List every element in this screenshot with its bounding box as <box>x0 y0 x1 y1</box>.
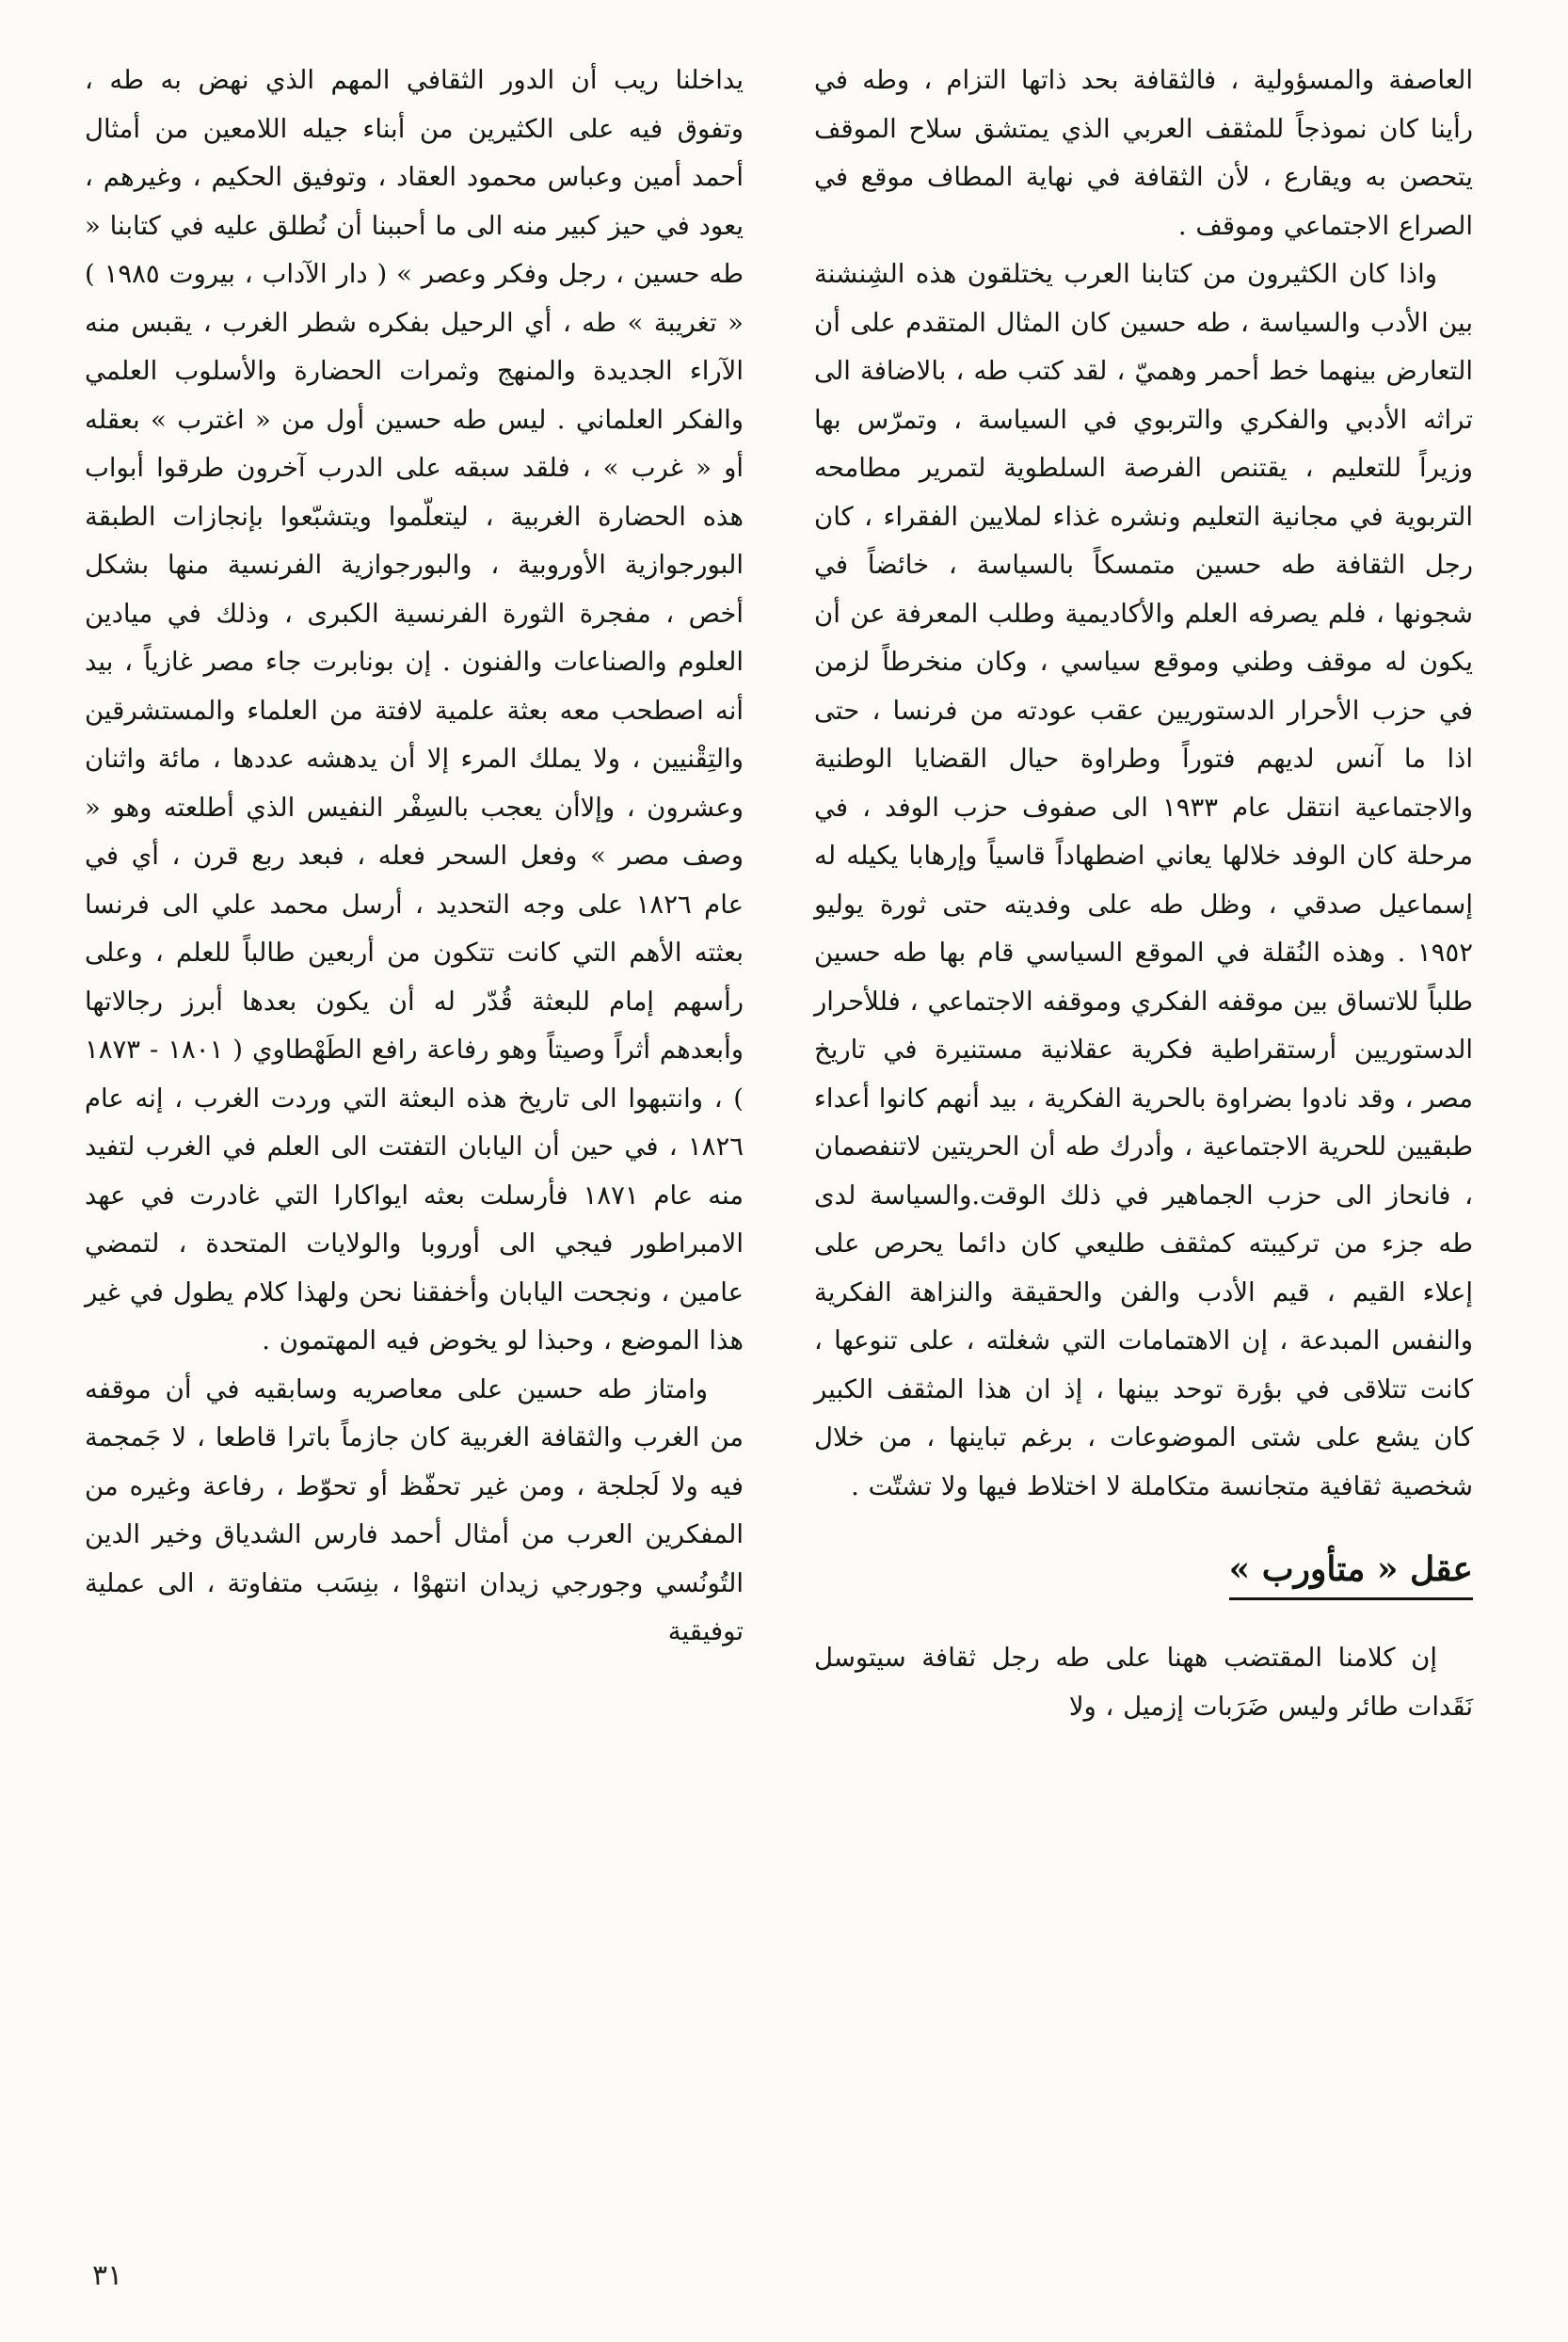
paragraph: إن كلامنا المقتضب ههنا على طه رجل ثقافة سيتوسل نَقَدات طائر وليس ضَرَبات إزميل ، ولا <box>814 1643 1473 1722</box>
paragraph: العاصفة والمسؤولية ، فالثقافة بحد ذاتها التزام ، وطه في رأينا كان نموذجاً للمثقف العربي الذي يمتشق سلاح الموقف يتحصن به ويقارع ، لأن الثقافة في نهاية المطاف موقع في الصراع الاجتماعي وموقف . <box>814 65 1473 241</box>
paragraph: يداخلنا ريب أن الدور الثقافي المهم الذي نهض به طه ، وتفوق فيه على الكثيرين من أبناء جيله اللامعين من أمثال أحمد أمين وعباس محمود العقاد ، وتوفيق الحكيم ، وغيرهم ، يعود في حيز كبير منه الى ما أحببنا أن نُطلق عليه في كتابنا « طه حسين ، رجل وفكر وعصر » ( دار الآداب ، بيروت ١٩٨٥ ) « تغريبة » طه ، أي الرحيل بفكره شطر الغرب ، يقبس منه الآراء الجديدة والمنهج وثمرات الحضارة والأسلوب العلمي والفكر العلماني . ليس طه حسين أول من « اغترب » بعقله أو « غرب » ، فلقد سبقه على الدرب آخرون طرقوا أبواب هذه الحضارة الغربية ، ليتعلّموا ويتشبّعوا بإنجازات الطبقة البورجوازية الأوروبية ، والبورجوازية الفرنسية منها بشكل أخص ، مفجرة الثورة الفرنسية الكبرى ، وذلك في ميادين العلوم والصناعات والفنون . إن بونابرت جاء مصر غازياً ، بيد أنه اصطحب معه بعثة علمية لافتة من العلماء والمستشرقين والتِقْنيين ، ولا يملك المرء إلا أن يدهشه عددها ، مائة واثنان وعشرون ، وإلاأن يعجب بالسِفْر النفيس الذي أطلعته وهو « وصف مصر » وفعل السحر فعله ، فبعد ربع قرن ، أي في عام ١٨٢٦ على وجه التحديد ، أرسل محمد علي الى فرنسا بعثته الأهم التي كانت تتكون من أربعين طالباً للعلم ، وعلى رأسهم إمام للبعثة قُدّر له أن يكون بعدها أبرز رجالاتها وأبعدهم أثراً وصيتاً وهو رفاعة رافع الطَهْطاوي ( ١٨٠١ - ١٨٧٣ ) ، وانتبهوا الى تاريخ هذه البعثة التي وردت الغرب ، إنه عام ١٨٢٦ ، في حين أن اليابان التفتت الى العلم في الغرب لتفيد منه عام ١٨٧١ فأرسلت بعثه ايواكارا التي غادرت في عهد الامبراطور فيجي الى أوروبا والولايات المتحدة ، لتمضي عامين ، ونجحت اليابان وأخفقنا نحن ولهذا كلام يطول في غير هذا الموضع ، وحبذا لو يخوض فيه المهتمون . <box>85 65 744 1355</box>
right-column <box>814 56 1473 1731</box>
page-number: ٣١ <box>92 2259 123 2292</box>
paragraph: واذا كان الكثيرون من كتابنا العرب يختلقون هذه الشِنشنة بين الأدب والسياسة ، طه حسين كان المثال المتقدم على أن التعارض بينهما خط أحمر وهميّ ، لقد كتب طه ، بالاضافة الى تراثه الأدبي والفكري والتربوي في السياسة ، وتمرّس بها وزيراً للتعليم ، يقتنص الفرصة السلطوية لتمرير مطامحه التربوية في مجانية التعليم ونشره غذاء لملايين الفقراء ، كان رجل الثقافة طه حسين متمسكاً بالسياسة ، خائضاً في شجونها ، فلم يصرفه العلم والأكاديمية وطلب المعرفة عن أن يكون له موقف وطني وموقع سياسي ، وكان منخرطاً لزمن في حزب الأحرار الدستوريين عقب عودته من فرنسا ، حتى اذا ما آنس لديهم فتوراً وطراوة حيال القضايا الوطنية والاجتماعية انتقل عام ١٩٣٣ الى صفوف حزب الوفد ، في مرحلة كان الوفد خلالها يعاني اضطهاداً قاسياً وإرهابا يكيله له إسماعيل صدقي ، وظل طه على وفديته حتى ثورة يوليو ١٩٥٢ . وهذه النُقلة في الموقع السياسي قام بها طه حسين طلباً للاتساق بين موقفه الفكري وموقفه الاجتماعي ، فللأحرار الدستوريين أرستقراطية فكرية عقلانية مستنيرة في تاريخ مصر ، وقد نادوا بضراوة بالحرية الفكرية ، بيد أنهم كانوا أعداء طبقيين للحرية الاجتماعية ، وأدرك طه أن الحريتين لاتنفصمان ، فانحاز الى حزب الجماهير في ذلك الوقت.والسياسة لدى طه جزء من تركيبته كمثقف طليعي كان دائما يحرص على إعلاء القيم ، قيم الأدب والفن والحقيقة والنزاهة الفكرية والنفس المبدعة ، إن الاهتمامات التي شغلته ، على تنوعها ، كانت تتلاقى في بؤرة توحد بينها ، إذ ان هذا المثقف الكبير كان يشع على شتى الموضوعات ، برغم تباينها ، من خلال شخصية ثقافية متجانسة متكاملة لا اختلاط فيها ولا تشتّت . <box>814 259 1474 1501</box>
paragraph: وامتاز طه حسين على معاصريه وسابقيه في أن موقفه من الغرب والثقافة الغربية كان جازماً باترا قاطعا ، لا جَمجمة فيه ولا لَجلجة ، ومن غير تحفّظ أو تحوّط ، رفاعة وغيره من المفكرين العرب من أمثال أحمد فارس الشدياق وخير الدين التُونُسي وجورجي زيدان انتهوْا ، بنِسَب متفاوتة ، الى عملية توفيقية <box>85 1373 744 1646</box>
section-heading <box>814 1543 1473 1600</box>
left-column <box>85 56 744 1657</box>
section-heading-text: عقل « متأورب » <box>1229 1543 1473 1600</box>
